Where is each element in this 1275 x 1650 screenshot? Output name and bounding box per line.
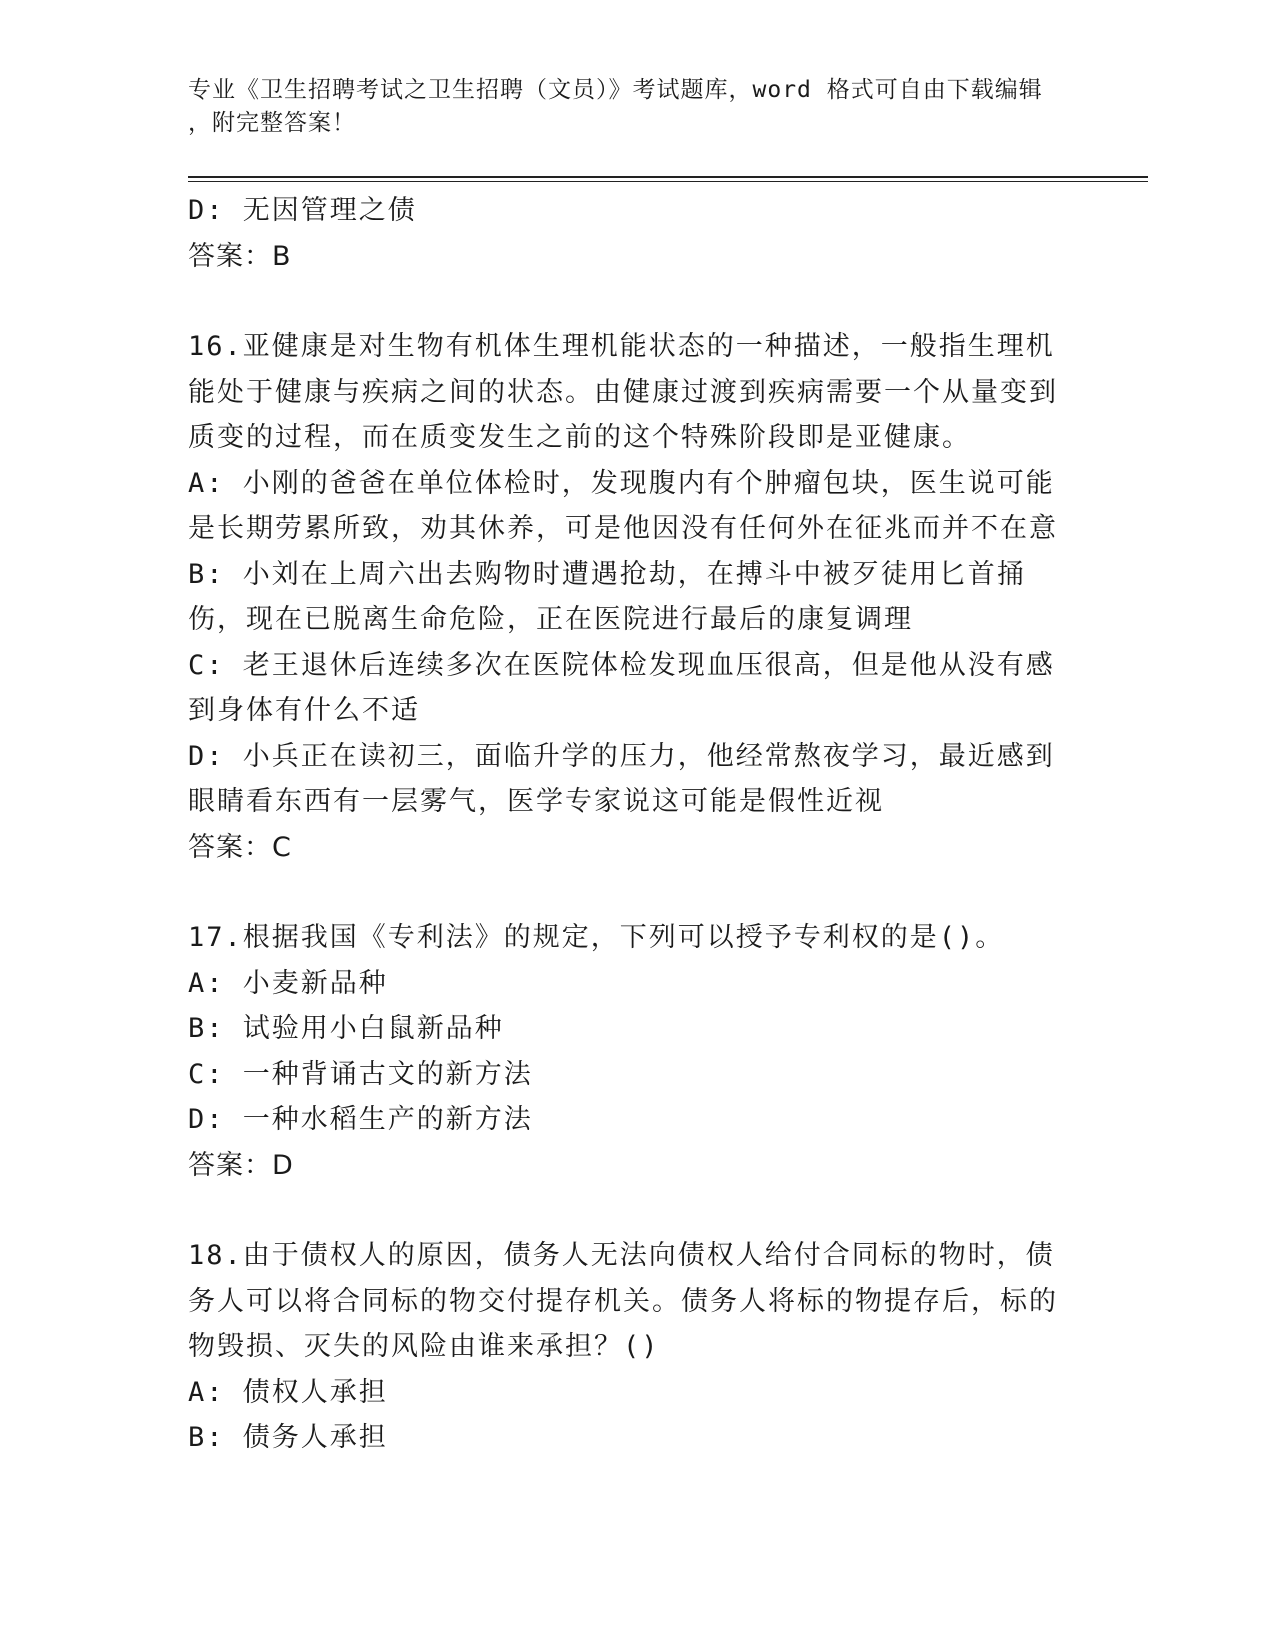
header-line-1: 专业《卫生招聘考试之卫生招聘（文员）》考试题库，word 格式可自由下载编辑 (188, 77, 1043, 103)
question-17-option-c: C: 一种背诵古文的新方法 (188, 1058, 533, 1090)
question-16-answer: 答案：C (188, 831, 292, 863)
question-18-option-a: A: 债权人承担 (188, 1376, 388, 1408)
prev-answer: 答案：B (188, 240, 292, 272)
header-line-2: ，附完整答案！ (188, 110, 356, 136)
question-16-stem: 16.亚健康是对生物有机体生理机能状态的一种描述，一般指生理机能处于健康与疾病之间的状态。由健康过渡到疾病需要一个从量变到质变的过程，而在质变发生之前的这个特殊阶段即是亚健康。 (188, 331, 1058, 453)
header-rule-thin (188, 181, 1148, 182)
question-16-option-d: D: 小兵正在读初三，面临升学的压力，他经常熬夜学习，最近感到眼睛看东西有一层雾气，医学专家说这可能是假性近视 (188, 740, 1055, 817)
question-17-answer: 答案：D (188, 1149, 294, 1181)
question-17 (188, 915, 1078, 1188)
question-17-stem: 17.根据我国《专利法》的规定，下列可以授予专利权的是()。 (188, 922, 1005, 953)
question-18 (188, 1233, 1078, 1461)
question-16-option-c: C: 老王退休后连续多次在医院体检发现血压很高，但是他从没有感到身体有什么不适 (188, 649, 1055, 726)
question-17-option-d: D: 一种水稻生产的新方法 (188, 1104, 533, 1135)
question-18-stem: 18.由于债权人的原因，债务人无法向债权人给付合同标的物时，债务人可以将合同标的物交付提存机关。债务人将标的物提存后，标的物毁损、灭失的风险由谁来承担？() (188, 1240, 1058, 1362)
question-17-option-b: B: 试验用小白鼠新品种 (188, 1013, 504, 1044)
document-header (188, 74, 1068, 140)
question-16-option-b: B: 小刘在上周六出去购物时遭遇抢劫，在搏斗中被歹徒用匕首捅伤，现在已脱离生命危险，正在医院进行最后的康复调理 (188, 558, 1026, 635)
question-18-option-b: B: 债务人承担 (188, 1422, 388, 1453)
document-body (188, 188, 1078, 1461)
header-rule-thick (188, 176, 1148, 178)
question-16-option-a: A: 小刚的爸爸在单位体检时，发现腹内有个肿瘤包块，医生说可能是长期劳累所致，劝其休养，可是他因没有任何外在征兆而并不在意 (188, 467, 1058, 544)
question-16 (188, 324, 1078, 870)
prev-option-d: D: 无因管理之债 (188, 195, 417, 226)
question-17-option-a: A: 小麦新品种 (188, 967, 388, 999)
